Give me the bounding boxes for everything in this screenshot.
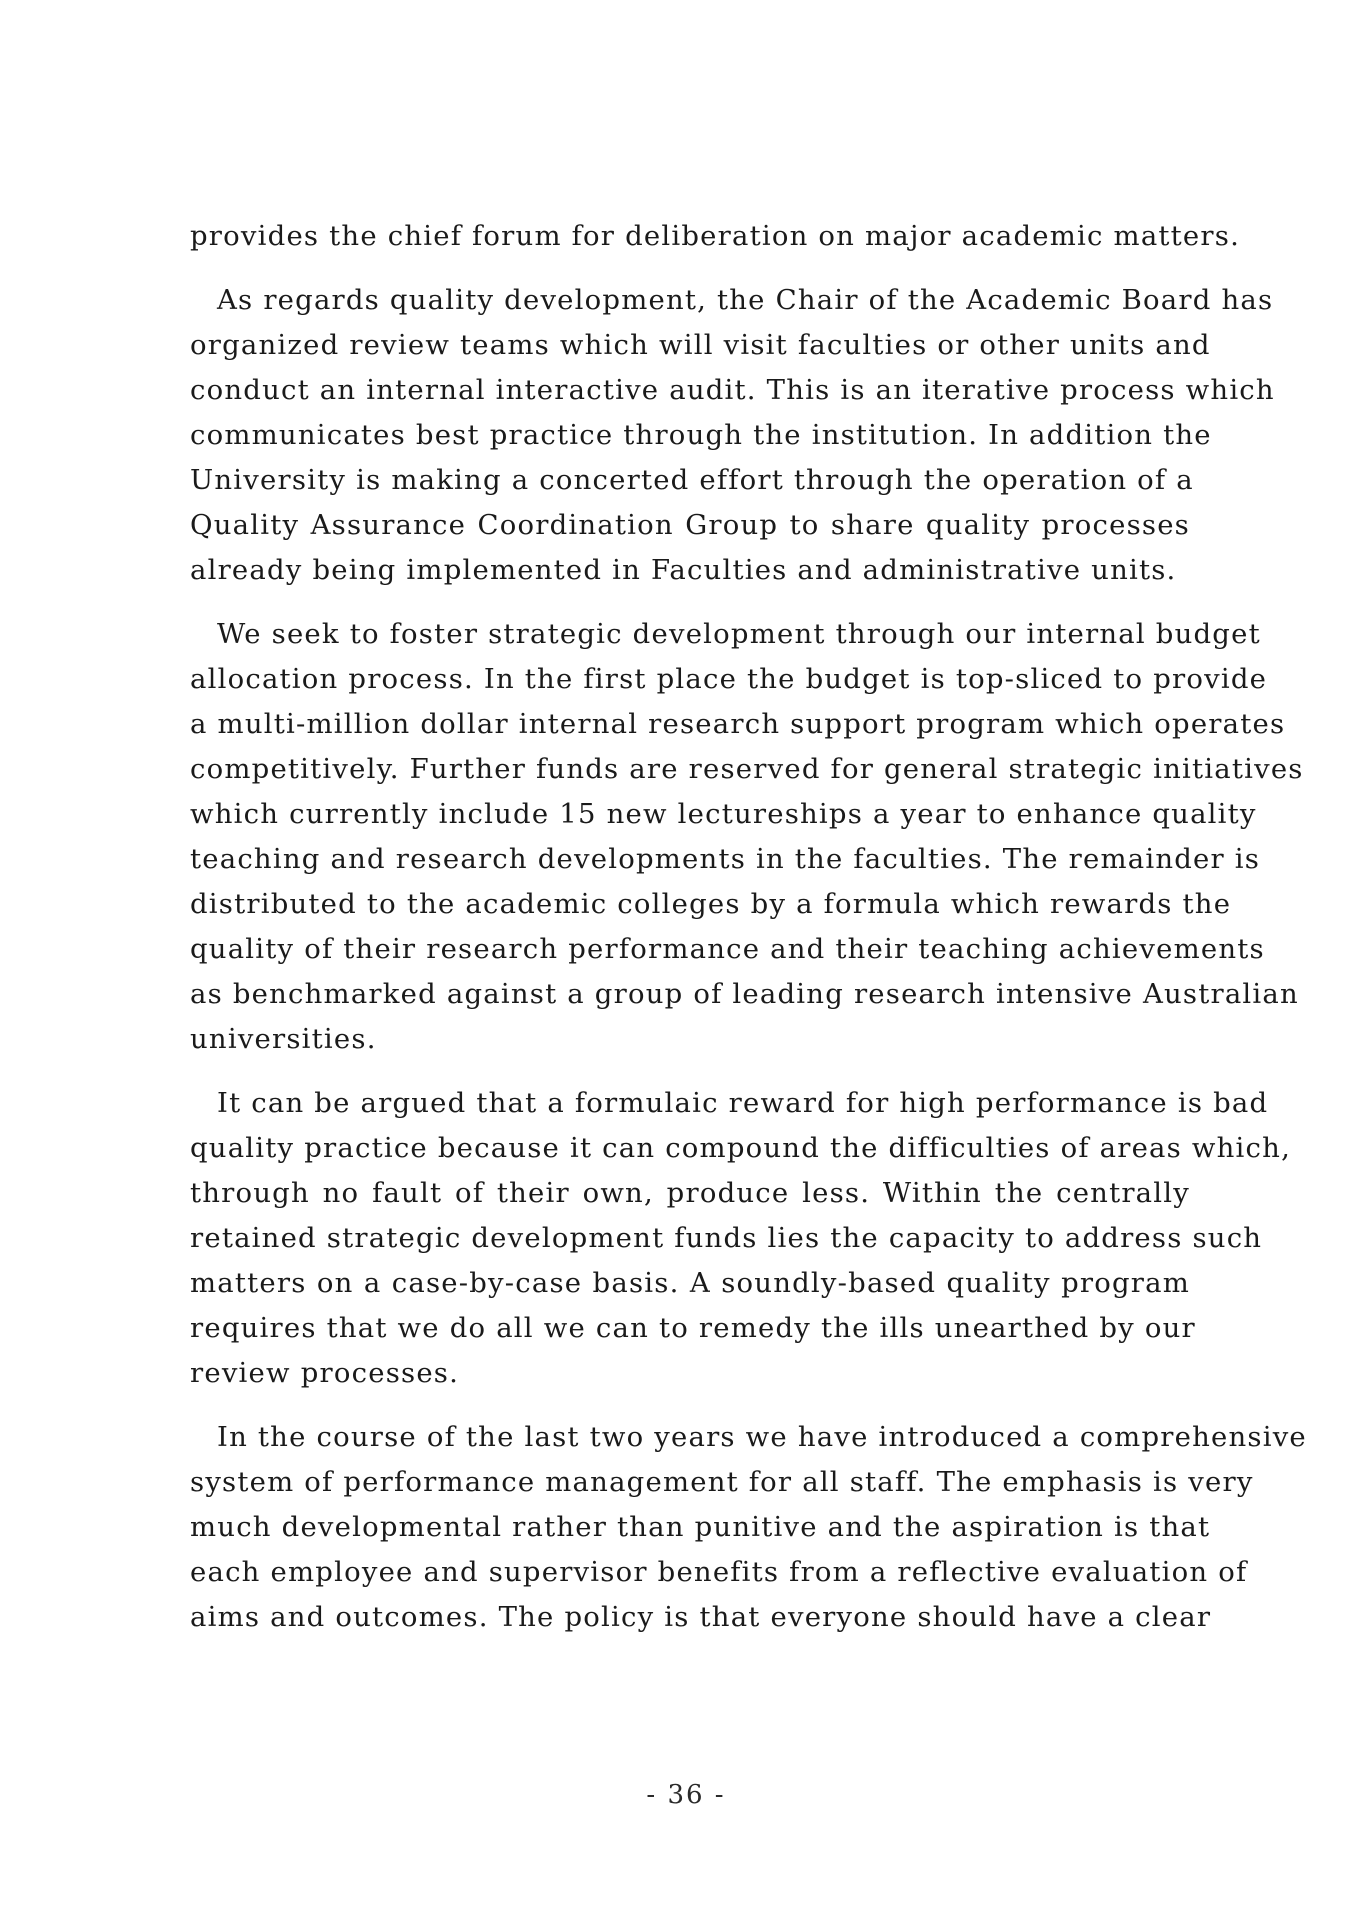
paragraph-5: [190, 1415, 1307, 1640]
text-line: requires that we do all we can to remedy the ills unearthed by our: [190, 1312, 1196, 1344]
page-number: - 36 -: [646, 1780, 726, 1810]
text-line: already being implemented in Faculties and administrative units.: [190, 554, 1177, 586]
text-line: quality of their research performance and their teaching achievements: [190, 933, 1265, 965]
text-line: each employee and supervisor benefits from a reflective evaluation of: [190, 1556, 1248, 1588]
text-line: review processes.: [190, 1357, 460, 1389]
text-line: a multi-million dollar internal research support program which operates: [190, 708, 1286, 740]
text-line: system of performance management for all staff. The emphasis is very: [190, 1466, 1254, 1498]
paragraph-4: [190, 1081, 1292, 1396]
text-line: allocation process. In the first place the budget is top-sliced to provide: [190, 663, 1268, 695]
paragraph-3: [190, 612, 1304, 1062]
body-text: [190, 214, 1307, 1640]
text-line: matters on a case-by-case basis. A soundly-based quality program: [190, 1267, 1190, 1299]
text-line: Quality Assurance Coordination Group to share quality processes: [190, 509, 1190, 541]
text-line: conduct an internal interactive audit. This is an iterative process which: [190, 374, 1275, 406]
paragraph-2: [190, 278, 1275, 593]
text-line: organized review teams which will visit faculties or other units and: [190, 329, 1211, 361]
text-line: teaching and research developments in the faculties. The remainder is: [190, 843, 1261, 875]
text-line: University is making a concerted effort through the operation of a: [190, 464, 1194, 496]
text-line: as benchmarked against a group of leading research intensive Australian: [190, 978, 1299, 1010]
text-line: provides the chief forum for deliberation on major academic matters.: [190, 220, 1241, 252]
text-line: distributed to the academic colleges by a formula which rewards the: [190, 888, 1232, 920]
text-line: quality practice because it can compound the difficulties of areas which,: [190, 1132, 1292, 1164]
text-line: much developmental rather than punitive and the aspiration is that: [190, 1511, 1211, 1543]
text-line: In the course of the last two years we have introduced a comprehensive: [217, 1421, 1307, 1453]
text-line: It can be argued that a formulaic reward for high performance is bad: [217, 1087, 1269, 1119]
text-line: competitively. Further funds are reserved for general strategic initiatives: [190, 753, 1304, 785]
text-line: We seek to foster strategic development through our internal budget: [217, 618, 1261, 650]
text-line: which currently include 15 new lectureships a year to enhance quality: [190, 798, 1257, 830]
text-line: universities.: [190, 1023, 377, 1055]
text-line: communicates best practice through the institution. In addition the: [190, 419, 1212, 451]
text-line: through no fault of their own, produce less. Within the centrally: [190, 1177, 1190, 1209]
text-line: As regards quality development, the Chair of the Academic Board has: [217, 284, 1274, 316]
paragraph-1: [190, 214, 1241, 259]
text-line: retained strategic development funds lies the capacity to address such: [190, 1222, 1263, 1254]
text-line: aims and outcomes. The policy is that everyone should have a clear: [190, 1601, 1212, 1633]
